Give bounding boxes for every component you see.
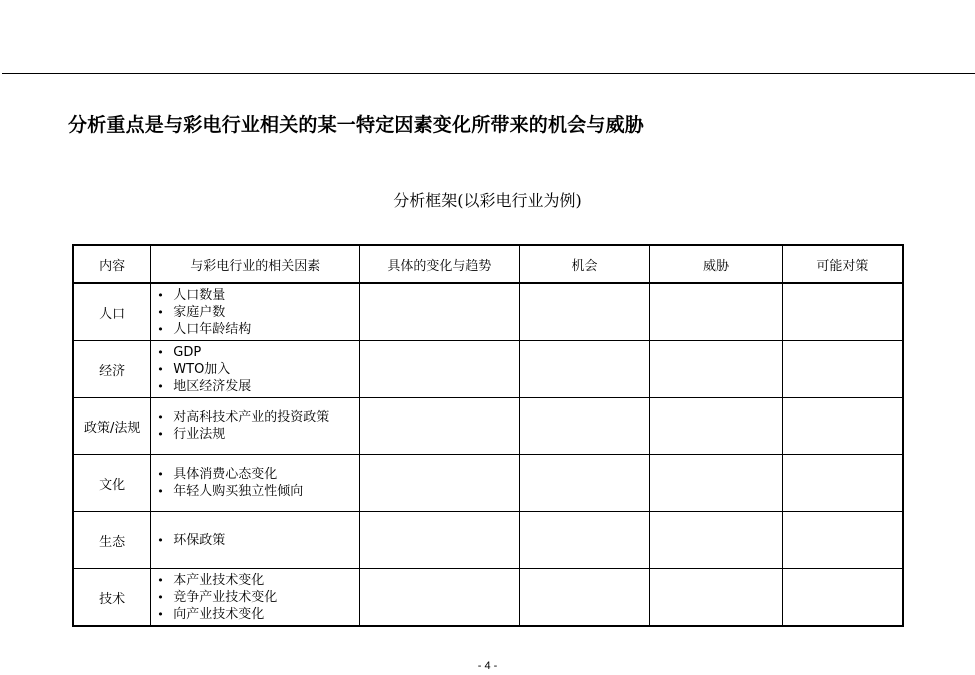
related-factors-cell: [151, 569, 360, 627]
header-opportunities: 机会: [519, 245, 650, 283]
threats-cell: [650, 398, 783, 455]
changes-trends-cell: [360, 398, 519, 455]
countermeasures-cell: [782, 455, 903, 512]
opportunities-cell: [519, 569, 650, 627]
bullet-icon: •: [157, 288, 164, 302]
list-item: [157, 287, 359, 304]
threats-cell: [650, 341, 783, 398]
factor-text: WTO加入: [173, 361, 231, 377]
bullet-icon: •: [157, 428, 164, 441]
table-row: [73, 398, 903, 455]
header-threats: 威胁: [650, 245, 783, 283]
factor-text: 环保政策: [173, 532, 226, 548]
countermeasures-cell: [782, 341, 903, 398]
table-row: [73, 283, 903, 341]
bullet-icon: •: [157, 362, 164, 376]
list-item: [157, 572, 359, 589]
factor-text: 年轻人购买独立性倾向: [173, 484, 304, 499]
table-caption: 分析框架(以彩电行业为例): [393, 191, 582, 210]
content-cell: 文化: [73, 455, 151, 512]
header-changes-trends: 具体的变化与趋势: [360, 245, 519, 283]
bullet-icon: •: [157, 305, 164, 319]
threats-cell: [650, 283, 783, 341]
list-item: [157, 532, 359, 549]
bullet-icon: •: [157, 533, 164, 547]
bullet-icon: •: [157, 411, 164, 424]
factor-list: [157, 572, 359, 623]
list-item: [157, 426, 359, 443]
threats-cell: [650, 512, 783, 569]
factor-text: 对高科技术产业的投资政策: [173, 410, 330, 425]
table-row: [73, 569, 903, 627]
bullet-icon: •: [157, 590, 164, 604]
table-header-row: [73, 245, 903, 283]
bullet-icon: •: [157, 573, 164, 587]
factor-text: 家庭户数: [173, 304, 226, 320]
header-countermeasures: 可能对策: [782, 245, 903, 283]
bullet-icon: •: [157, 485, 164, 498]
bullet-icon: •: [157, 322, 164, 336]
header-related-factors: 与彩电行业的相关因素: [151, 245, 360, 283]
content-cell: 人口: [73, 283, 151, 341]
factor-list: [157, 287, 359, 338]
countermeasures-cell: [782, 569, 903, 627]
changes-trends-cell: [360, 283, 519, 341]
changes-trends-cell: [360, 512, 519, 569]
list-item: [157, 409, 359, 426]
factor-list: [157, 466, 359, 500]
page-number: - 4 -: [477, 660, 498, 672]
factor-text: 具体消费心态变化: [173, 467, 278, 482]
factor-text: 本产业技术变化: [173, 572, 265, 588]
changes-trends-cell: [360, 455, 519, 512]
list-item: [157, 361, 359, 378]
countermeasures-cell: [782, 512, 903, 569]
content-cell: 经济: [73, 341, 151, 398]
bullet-icon: •: [157, 379, 164, 393]
list-item: [157, 344, 359, 361]
bullet-icon: •: [157, 607, 164, 621]
factor-list: [157, 532, 359, 549]
changes-trends-cell: [360, 341, 519, 398]
list-item: [157, 304, 359, 321]
list-item: [157, 483, 359, 500]
analysis-framework-table: [72, 244, 904, 627]
countermeasures-cell: [782, 398, 903, 455]
content-cell: 政策/法规: [73, 398, 151, 455]
factor-text: 人口年龄结构: [173, 321, 252, 337]
table-row: [73, 341, 903, 398]
related-factors-cell: [151, 341, 360, 398]
table-row: [73, 455, 903, 512]
table-body: [73, 283, 903, 626]
opportunities-cell: [519, 283, 650, 341]
factor-text: 地区经济发展: [173, 378, 252, 394]
related-factors-cell: [151, 455, 360, 512]
list-item: [157, 606, 359, 623]
list-item: [157, 466, 359, 483]
factor-text: 人口数量: [173, 287, 226, 303]
content-cell: 技术: [73, 569, 151, 627]
bullet-icon: •: [157, 345, 164, 359]
content-cell: 生态: [73, 512, 151, 569]
factor-text: 竞争产业技术变化: [173, 589, 278, 605]
header-content: 内容: [73, 245, 151, 283]
changes-trends-cell: [360, 569, 519, 627]
list-item: [157, 589, 359, 606]
list-item: [157, 321, 359, 338]
opportunities-cell: [519, 455, 650, 512]
factor-list: [157, 344, 359, 395]
opportunities-cell: [519, 398, 650, 455]
countermeasures-cell: [782, 283, 903, 341]
threats-cell: [650, 455, 783, 512]
related-factors-cell: [151, 512, 360, 569]
related-factors-cell: [151, 283, 360, 341]
bullet-icon: •: [157, 468, 164, 481]
factor-text: 行业法规: [173, 427, 226, 442]
factor-list: [157, 409, 359, 443]
opportunities-cell: [519, 341, 650, 398]
list-item: [157, 378, 359, 395]
opportunities-cell: [519, 512, 650, 569]
factor-text: GDP: [173, 344, 202, 360]
factor-text: 向产业技术变化: [173, 606, 265, 622]
top-divider: [2, 73, 975, 74]
threats-cell: [650, 569, 783, 627]
table-row: [73, 512, 903, 569]
page-title: 分析重点是与彩电行业相关的某一特定因素变化所带来的机会与威胁: [68, 114, 645, 136]
related-factors-cell: [151, 398, 360, 455]
